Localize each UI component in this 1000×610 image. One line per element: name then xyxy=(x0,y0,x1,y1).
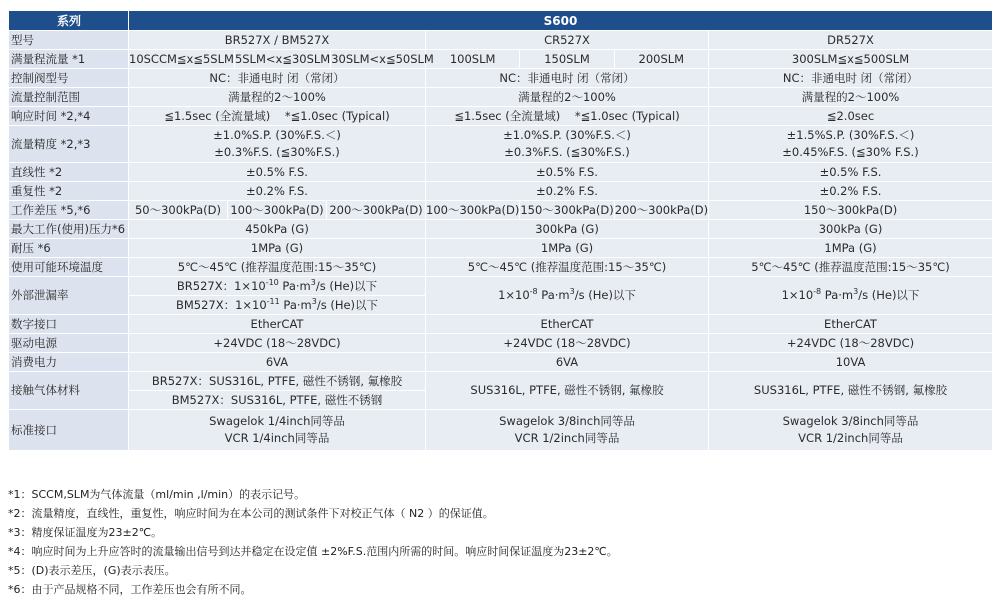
row-fitting xyxy=(9,410,993,451)
row-leak xyxy=(9,277,993,315)
row-label: 满量程流量 *1 xyxy=(9,50,129,69)
leak-line: BM527X：$1\times 10^{-11}$ $Pa\cdot m^3/s$ (He)以下 xyxy=(129,295,425,314)
spec-table xyxy=(8,10,993,451)
cell-proof-c: 1MPa (G) xyxy=(709,239,993,258)
cell-proof-b: 1MPa (G) xyxy=(426,239,709,258)
cell-model-a: BR527X / BM527X xyxy=(129,31,426,50)
series-name: S600 xyxy=(129,11,993,31)
row-temp xyxy=(9,258,993,277)
cell-interface-a: EtherCAT xyxy=(129,315,426,334)
row-label: 接触气体材料 xyxy=(9,372,129,410)
cell-range-c: 满量程的2～100% xyxy=(709,88,993,107)
cell-diffpress-c: 150～300kPa(D) xyxy=(709,201,993,220)
cell-diffpress-b xyxy=(426,201,709,220)
row-valve xyxy=(9,69,993,88)
cell-range-b: 满量程的2～100% xyxy=(426,88,709,107)
cell-temp-b: 5℃～45℃ (推荐温度范围:15～35℃) xyxy=(426,258,709,277)
cell-linearity-c: ±0.5% F.S. xyxy=(709,163,993,182)
cell-response-b xyxy=(426,107,709,126)
subcell: 200～300kPa(D) xyxy=(326,201,425,219)
row-label: 响应时间 *2,*4 xyxy=(9,107,129,126)
cell-consumption-b: 6VA xyxy=(426,353,709,372)
fitting-line: VCR 1/2inch同等品 xyxy=(514,431,620,445)
subcell: 200～300kPa(D) xyxy=(614,201,708,219)
cell-proof-a: 1MPa (G) xyxy=(129,239,426,258)
cell-fitting-b xyxy=(426,410,709,451)
material-line: BM527X：SUS316L, PTFE, 磁性不锈钢 xyxy=(129,390,425,409)
accuracy-line: ±0.3%F.S. (≦30%F.S.) xyxy=(504,145,630,159)
cell-response-c: ≦2.0sec xyxy=(709,107,993,126)
footnote: *4：响应时间为上升应答时的流量输出信号到达并稳定在设定值 ±2%F.S.范围内所需的时间。响应时间保证温度为23±2℃。 xyxy=(8,545,618,558)
cell-leak-b: $1\times 10^{-8}$ $Pa\cdot m^3/s$ (He)以下 xyxy=(426,277,709,315)
row-label: 数字接口 xyxy=(9,315,129,334)
header-row xyxy=(9,11,993,31)
row-accuracy xyxy=(9,126,993,163)
series-label: 系列 xyxy=(9,11,129,31)
cell-fullscale-c: 300SLM≦x≦500SLM xyxy=(709,50,993,69)
cell-linearity-b: ±0.5% F.S. xyxy=(426,163,709,182)
cell-model-c: DR527X xyxy=(709,31,993,50)
subcell: 200SLM xyxy=(614,50,708,68)
row-label: 驱动电源 xyxy=(9,334,129,353)
row-label: 流量控制范围 xyxy=(9,88,129,107)
response-text: ≦1.5sec (全流量域) xyxy=(454,108,561,123)
fitting-line: Swagelok 3/8inch同等品 xyxy=(499,414,635,428)
row-maxpress xyxy=(9,220,993,239)
response-text: *≦1.0sec (Typical) xyxy=(284,108,390,123)
row-repeatability xyxy=(9,182,993,201)
row-proof xyxy=(9,239,993,258)
row-power xyxy=(9,334,993,353)
cell-material-b: SUS316L, PTFE, 磁性不锈钢, 氟橡胶 xyxy=(426,372,709,410)
cell-fitting-c xyxy=(709,410,993,451)
cell-interface-c: EtherCAT xyxy=(709,315,993,334)
fitting-line: VCR 1/4inch同等品 xyxy=(224,431,330,445)
row-label: 消费电力 xyxy=(9,353,129,372)
subcell: 5SLM<x≦30SLM xyxy=(234,50,330,68)
cell-power-a: +24VDC (18～28VDC) xyxy=(129,334,426,353)
cell-accuracy-c xyxy=(709,126,993,163)
footnote: *1：SCCM,SLM为气体流量（ml/min ,l/min）的表示记号。 xyxy=(8,488,306,501)
cell-fullscale-a xyxy=(129,50,434,69)
cell-leak-a xyxy=(129,277,426,315)
subcell: 100～300kPa(D) xyxy=(227,201,326,219)
response-text: *≦1.0sec (Typical) xyxy=(574,108,680,123)
row-range xyxy=(9,88,993,107)
cell-repeat-a: ±0.2% F.S. xyxy=(129,182,426,201)
response-text: ≦1.5sec (全流量域) xyxy=(164,108,271,123)
row-label: 耐压 *6 xyxy=(9,239,129,258)
cell-fitting-a xyxy=(129,410,426,451)
cell-fullscale-b xyxy=(426,50,709,69)
fitting-line: Swagelok 3/8inch同等品 xyxy=(782,414,919,428)
row-model xyxy=(9,31,993,50)
cell-valve-b: NC：非通电时 闭（常闭） xyxy=(426,69,709,88)
cell-temp-a: 5℃～45℃ (推荐温度范围:15～35℃) xyxy=(129,258,426,277)
row-fullscale xyxy=(9,50,993,69)
cell-leak-c: $1\times 10^{-8}$ $Pa\cdot m^3/s$ (He)以下 xyxy=(709,277,993,315)
accuracy-line: ±1.0%S.P. (30%F.S.＜) xyxy=(503,128,631,142)
accuracy-line: ±0.45%F.S. (≦30% F.S.) xyxy=(782,145,919,159)
row-label: 型号 xyxy=(9,31,129,50)
row-label: 外部泄漏率 xyxy=(9,277,129,315)
row-label: 最大工作(使用)压力*6 xyxy=(9,220,129,239)
cell-accuracy-b xyxy=(426,126,709,163)
leak-line: BR527X：$1\times 10^{-10}$ $Pa\cdot m^3/s$ (He)以下 xyxy=(176,278,378,293)
subcell: 100SLM xyxy=(449,51,496,66)
row-linearity xyxy=(9,163,993,182)
cell-accuracy-a xyxy=(129,126,426,163)
row-label: 流量精度 *2,*3 xyxy=(9,126,129,163)
cell-response-a xyxy=(129,107,426,126)
subcell: 100～300kPa(D) xyxy=(426,202,520,217)
row-label: 标准接口 xyxy=(9,410,129,451)
cell-maxpress-a: 450kPa (G) xyxy=(129,220,426,239)
cell-maxpress-c: 300kPa (G) xyxy=(709,220,993,239)
fitting-line: Swagelok 1/4inch同等品 xyxy=(209,414,345,428)
cell-consumption-a: 6VA xyxy=(129,353,426,372)
cell-maxpress-b: 300kPa (G) xyxy=(426,220,709,239)
cell-linearity-a: ±0.5% F.S. xyxy=(129,163,426,182)
row-label: 控制阀型号 xyxy=(9,69,129,88)
accuracy-line: ±1.5%S.P. (30%F.S.＜) xyxy=(786,128,915,142)
cell-power-b: +24VDC (18～28VDC) xyxy=(426,334,709,353)
cell-material-c: SUS316L, PTFE, 磁性不锈钢, 氟橡胶 xyxy=(709,372,993,410)
footnote: *6：由于产品规格不同，工作差压也会有所不同。 xyxy=(8,583,252,596)
row-diffpress xyxy=(9,201,993,220)
cell-valve-c: NC：非通电时 闭（常闭） xyxy=(709,69,993,88)
cell-range-a: 满量程的2～100% xyxy=(129,88,426,107)
cell-power-c: +24VDC (18～28VDC) xyxy=(709,334,993,353)
row-response xyxy=(9,107,993,126)
footnote: *3：精度保证温度为23±2℃。 xyxy=(8,526,163,539)
cell-interface-b: EtherCAT xyxy=(426,315,709,334)
cell-repeat-c: ±0.2% F.S. xyxy=(709,182,993,201)
footnote: *5：(D)表示差压，(G)表示表压。 xyxy=(8,564,176,577)
cell-model-b: CR527X xyxy=(426,31,709,50)
cell-repeat-b: ±0.2% F.S. xyxy=(426,182,709,201)
cell-valve-a: NC：非通电时 闭（常闭） xyxy=(129,69,426,88)
cell-material-a xyxy=(129,372,426,410)
row-interface xyxy=(9,315,993,334)
footnote: *2：流量精度，直线性，重复性，响应时间为在本公司的测试条件下对校正气体（ N2 ）的保证值。 xyxy=(8,507,494,520)
row-material xyxy=(9,372,993,410)
row-label: 重复性 *2 xyxy=(9,182,129,201)
row-label: 工作差压 *5,*6 xyxy=(9,201,129,220)
row-consumption xyxy=(9,353,993,372)
cell-consumption-c: 10VA xyxy=(709,353,993,372)
row-label: 使用可能环境温度 xyxy=(9,258,129,277)
subcell: 30SLM<x≦50SLM xyxy=(330,50,434,68)
row-label: 直线性 *2 xyxy=(9,163,129,182)
cell-temp-c: 5℃～45℃ (推荐温度范围:15～35℃) xyxy=(709,258,993,277)
accuracy-line: ±0.3%F.S. (≦30%F.S.) xyxy=(214,145,340,159)
material-line: BR527X：SUS316L, PTFE, 磁性不锈钢, 氟橡胶 xyxy=(151,374,403,388)
fitting-line: VCR 1/2inch同等品 xyxy=(798,431,903,445)
subcell: 10SCCM≦x≦5SLM xyxy=(129,51,234,66)
subcell: 150SLM xyxy=(519,50,613,68)
accuracy-line: ±1.0%S.P. (30%F.S.＜) xyxy=(213,128,341,142)
subcell: 50～300kPa(D) xyxy=(134,202,222,217)
cell-diffpress-a xyxy=(129,201,426,220)
footnotes xyxy=(8,485,618,599)
subcell: 150～300kPa(D) xyxy=(519,201,613,219)
